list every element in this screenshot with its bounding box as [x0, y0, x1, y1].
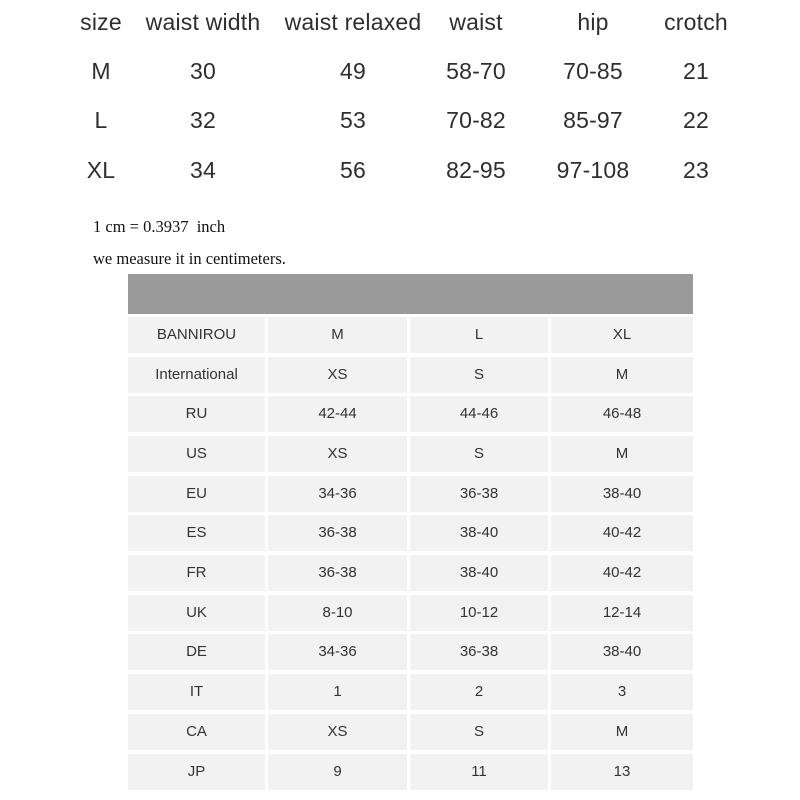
conversion-table-row: [128, 674, 693, 710]
conversion-cell: 38-40: [551, 634, 693, 670]
conversion-table-row: [128, 357, 693, 393]
size-table-header: waist width: [145, 9, 261, 35]
conversion-table-row: [128, 396, 693, 432]
conversion-cell: 42-44: [268, 396, 407, 432]
conversion-cell: DE: [128, 634, 265, 670]
size-table-cell: XL: [86, 157, 116, 183]
conversion-cell: JP: [128, 754, 265, 790]
conversion-cell: 9: [268, 754, 407, 790]
size-table-cell: 30: [190, 58, 216, 84]
conversion-cell: M: [551, 436, 693, 472]
conversion-cell: BANNIROU: [128, 317, 265, 353]
conversion-table-row: [128, 634, 693, 670]
size-table-cell: 56: [340, 157, 366, 183]
conversion-table-row: [128, 555, 693, 591]
conversion-cell: M: [268, 317, 407, 353]
size-table-row: [0, 100, 800, 140]
size-table-header: crotch: [664, 9, 728, 35]
size-table-cell: 22: [683, 107, 709, 133]
conversion-table-row: [128, 595, 693, 631]
conversion-cell: 40-42: [551, 555, 693, 591]
size-table-header-row: [0, 2, 800, 42]
conversion-cell: 12-14: [551, 595, 693, 631]
conversion-table-row: [128, 714, 693, 750]
conversion-cell: UK: [128, 595, 265, 631]
conversion-table-header-bar: [128, 274, 693, 314]
conversion-cell: 36-38: [268, 555, 407, 591]
conversion-cell: 8-10: [268, 595, 407, 631]
conversion-cell: International: [128, 357, 265, 393]
conversion-cell: 38-40: [410, 515, 548, 551]
conversion-cell: XS: [268, 357, 407, 393]
conversion-cell: 40-42: [551, 515, 693, 551]
conversion-cell: S: [410, 714, 548, 750]
conversion-cell: 38-40: [551, 476, 693, 512]
conversion-cell: 34-36: [268, 476, 407, 512]
conversion-cell: ES: [128, 515, 265, 551]
size-table-cell: 53: [340, 107, 366, 133]
conversion-cell: XL: [551, 317, 693, 353]
cm-inch-conversion-note: 1 cm = 0.3937 inch: [93, 217, 226, 236]
conversion-cell: 36-38: [410, 476, 548, 512]
size-table-row: [0, 150, 800, 190]
conversion-cell: 46-48: [551, 396, 693, 432]
conversion-table-row: [128, 317, 693, 353]
conversion-table-row: [128, 476, 693, 512]
size-table-cell: 58-70: [446, 58, 506, 84]
size-table-header: size: [80, 9, 122, 35]
conversion-cell: FR: [128, 555, 265, 591]
conversion-cell: 36-38: [268, 515, 407, 551]
conversion-cell: 36-38: [410, 634, 548, 670]
conversion-cell: EU: [128, 476, 265, 512]
size-table-header: waist: [449, 9, 503, 35]
conversion-cell: 44-46: [410, 396, 548, 432]
size-table-header: hip: [577, 9, 609, 35]
conversion-cell: RU: [128, 396, 265, 432]
conversion-cell: XS: [268, 714, 407, 750]
conversion-cell: L: [410, 317, 548, 353]
conversion-cell: 10-12: [410, 595, 548, 631]
conversion-cell: 1: [268, 674, 407, 710]
size-table-cell: 85-97: [563, 107, 623, 133]
conversion-table-row: [128, 515, 693, 551]
size-table-cell: 23: [683, 157, 709, 183]
size-conversion-table: [128, 274, 693, 800]
size-table-cell: 70-85: [563, 58, 623, 84]
measurement-unit-note: we measure it in centimeters.: [93, 249, 286, 268]
conversion-cell: US: [128, 436, 265, 472]
size-table-cell: 49: [340, 58, 366, 84]
conversion-cell: 11: [410, 754, 548, 790]
conversion-cell: 34-36: [268, 634, 407, 670]
conversion-cell: CA: [128, 714, 265, 750]
size-table-cell: 70-82: [446, 107, 506, 133]
conversion-cell: IT: [128, 674, 265, 710]
size-table-cell: L: [94, 107, 108, 133]
size-table-cell: 34: [190, 157, 216, 183]
conversion-cell: 2: [410, 674, 548, 710]
conversion-cell: M: [551, 714, 693, 750]
size-table-cell: 97-108: [556, 157, 630, 183]
size-table-row: [0, 51, 800, 91]
size-table-header: waist relaxed: [284, 9, 422, 35]
size-table-cell: 21: [683, 58, 709, 84]
size-table-cell: 82-95: [446, 157, 506, 183]
conversion-cell: XS: [268, 436, 407, 472]
conversion-table-row: [128, 754, 693, 790]
size-table-cell: M: [91, 58, 111, 84]
size-table-cell: 32: [190, 107, 216, 133]
conversion-table-row: [128, 436, 693, 472]
conversion-cell: 3: [551, 674, 693, 710]
conversion-cell: 38-40: [410, 555, 548, 591]
conversion-cell: S: [410, 357, 548, 393]
conversion-cell: S: [410, 436, 548, 472]
conversion-cell: M: [551, 357, 693, 393]
conversion-cell: 13: [551, 754, 693, 790]
